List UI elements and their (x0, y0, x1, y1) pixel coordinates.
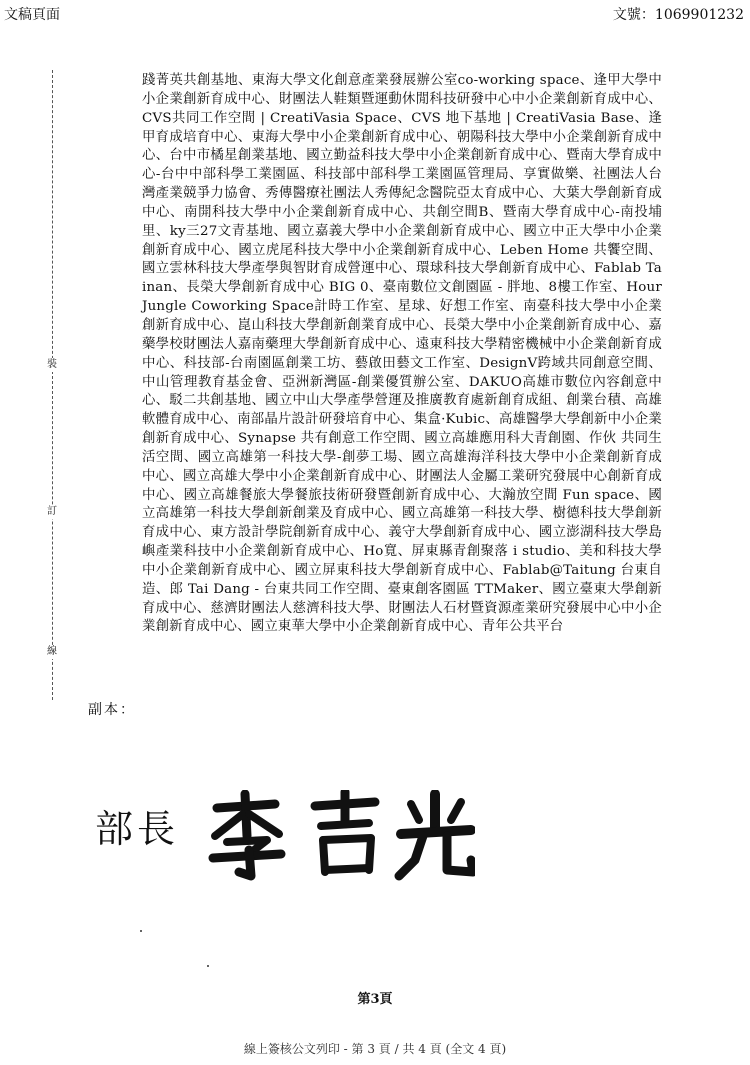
speck (140, 930, 142, 932)
page-type-label: 文稿頁面 (4, 7, 60, 23)
binding-char-ding: 訂 (47, 506, 57, 517)
binding-line (52, 70, 53, 700)
cc-label: 副本： (88, 702, 136, 718)
binding-char-zhuang: 裝 (47, 359, 57, 370)
document-number: 文號：1069901232 (612, 7, 744, 23)
minister-signature-stamp (205, 790, 475, 885)
document-body-text: 踐菁英共創基地、東海大學文化創意產業發展辦公室co-working space、逢甲大學中小企業創新育成中心、財團法人鞋類暨運動休閒科技研發中心中小企業創新育成中心、CVS共同工作空間 | CreatiVasia Space、CVS 地下基地 | CreatiVasia Base、逢甲育成培育中心、東海大學中小企業創新育成中心、朝陽科技大學中小企業創新育成中心、台中市橘星創業基地、國立勤益科技大學中小企業創新育成中心、暨南大學育成中心-台中中部科學工業園區、科技部中部科學工業園區管理局、享實做樂、社團法人台灣產業競爭力協會、秀傳醫療社團法人秀傳紀念醫院亞太育成中心、大葉大學創新育成中心、南開科技大學中小企業創新育成中心、共創空間B、暨南大學育成中心-南投埔里、ky三27文青基地、國立嘉義大學中小企業創新育成中心、國立中正大學中小企業創新育成中心、國立虎尾科技大學中小企業創新育成中心、Leben Home 共饗空間、國立雲林科技大學產學與智財育成營運中心、環球科技大學創新育成中心、Fablab Tainan、長榮大學創新育成中心 BIG 0、臺南數位文創園區 - 胖地、8樓工作室、Hour Jungle Coworking Space計時工作室、星球、好想工作室、南臺科技大學中小企業創新育成中心、崑山科技大學創新創業育成中心、長榮大學中小企業創新育成中心、嘉藥學校財團法人嘉南藥理大學創新育成中心、遠東科技大學精密機械中小企業創新育成中心、科技部-台南園區創業工坊、藝啟田藝文工作室、DesignV跨域共同創意空間、中山管理教育基金會、亞洲新灣區-創業優質辦公室、DAKUO高雄市數位內容創意中心、駁二共創基地、國立中山大學產學營運及推廣教育處新創育成組、創業台積、高雄軟體育成中心、南部晶片設計研發培育中心、集盒·Kubic、高雄醫學大學創新中小企業創新育成中心、Synapse 共有創意工作空間、國立高雄應用科大青創園、作伙 共同生活空間、國立高雄第一科技大學-創夢工場、國立高雄海洋科技大學中小企業創新育成中心、國立高雄大學中小企業創新育成中心、財團法人金屬工業研究發展中心創新育成中心、國立高雄餐旅大學餐旅技術研發暨創新育成中心、大瀚放空間 Fun space、國立高雄第一科技大學創新創業及育成中心、國立高雄第一科技大學、樹德科技大學創新育成中心、東方設計學院創新育成中心、義守大學創新育成中心、國立澎湖科技大學島嶼產業科技中小企業創新育成中心、Ho寬、屏東縣青創聚落 i studio、美和科技大學中小企業創新育成中心、國立屏東科技大學創新育成中心、Fablab@Taitung 台東自造、郎 Tai Dang - 台東共同工作空間、臺東創客園區 TTMaker、國立臺東大學創新育成中心、慈濟財團法人慈濟科技大學、財團法人石材暨資源產業研究發展中心中小企業創新育成中心、國立東華大學中小企業創新育成中心、青年公共平台 (142, 73, 662, 635)
print-footer: 線上簽核公文列印 - 第 3 頁 / 共 4 頁 (全文 4 頁) (243, 1042, 507, 1056)
binding-char-xian: 線 (47, 646, 57, 657)
speck (207, 965, 209, 967)
minister-title: 部長 (95, 807, 180, 851)
page-number: 第3頁 (357, 992, 393, 1007)
